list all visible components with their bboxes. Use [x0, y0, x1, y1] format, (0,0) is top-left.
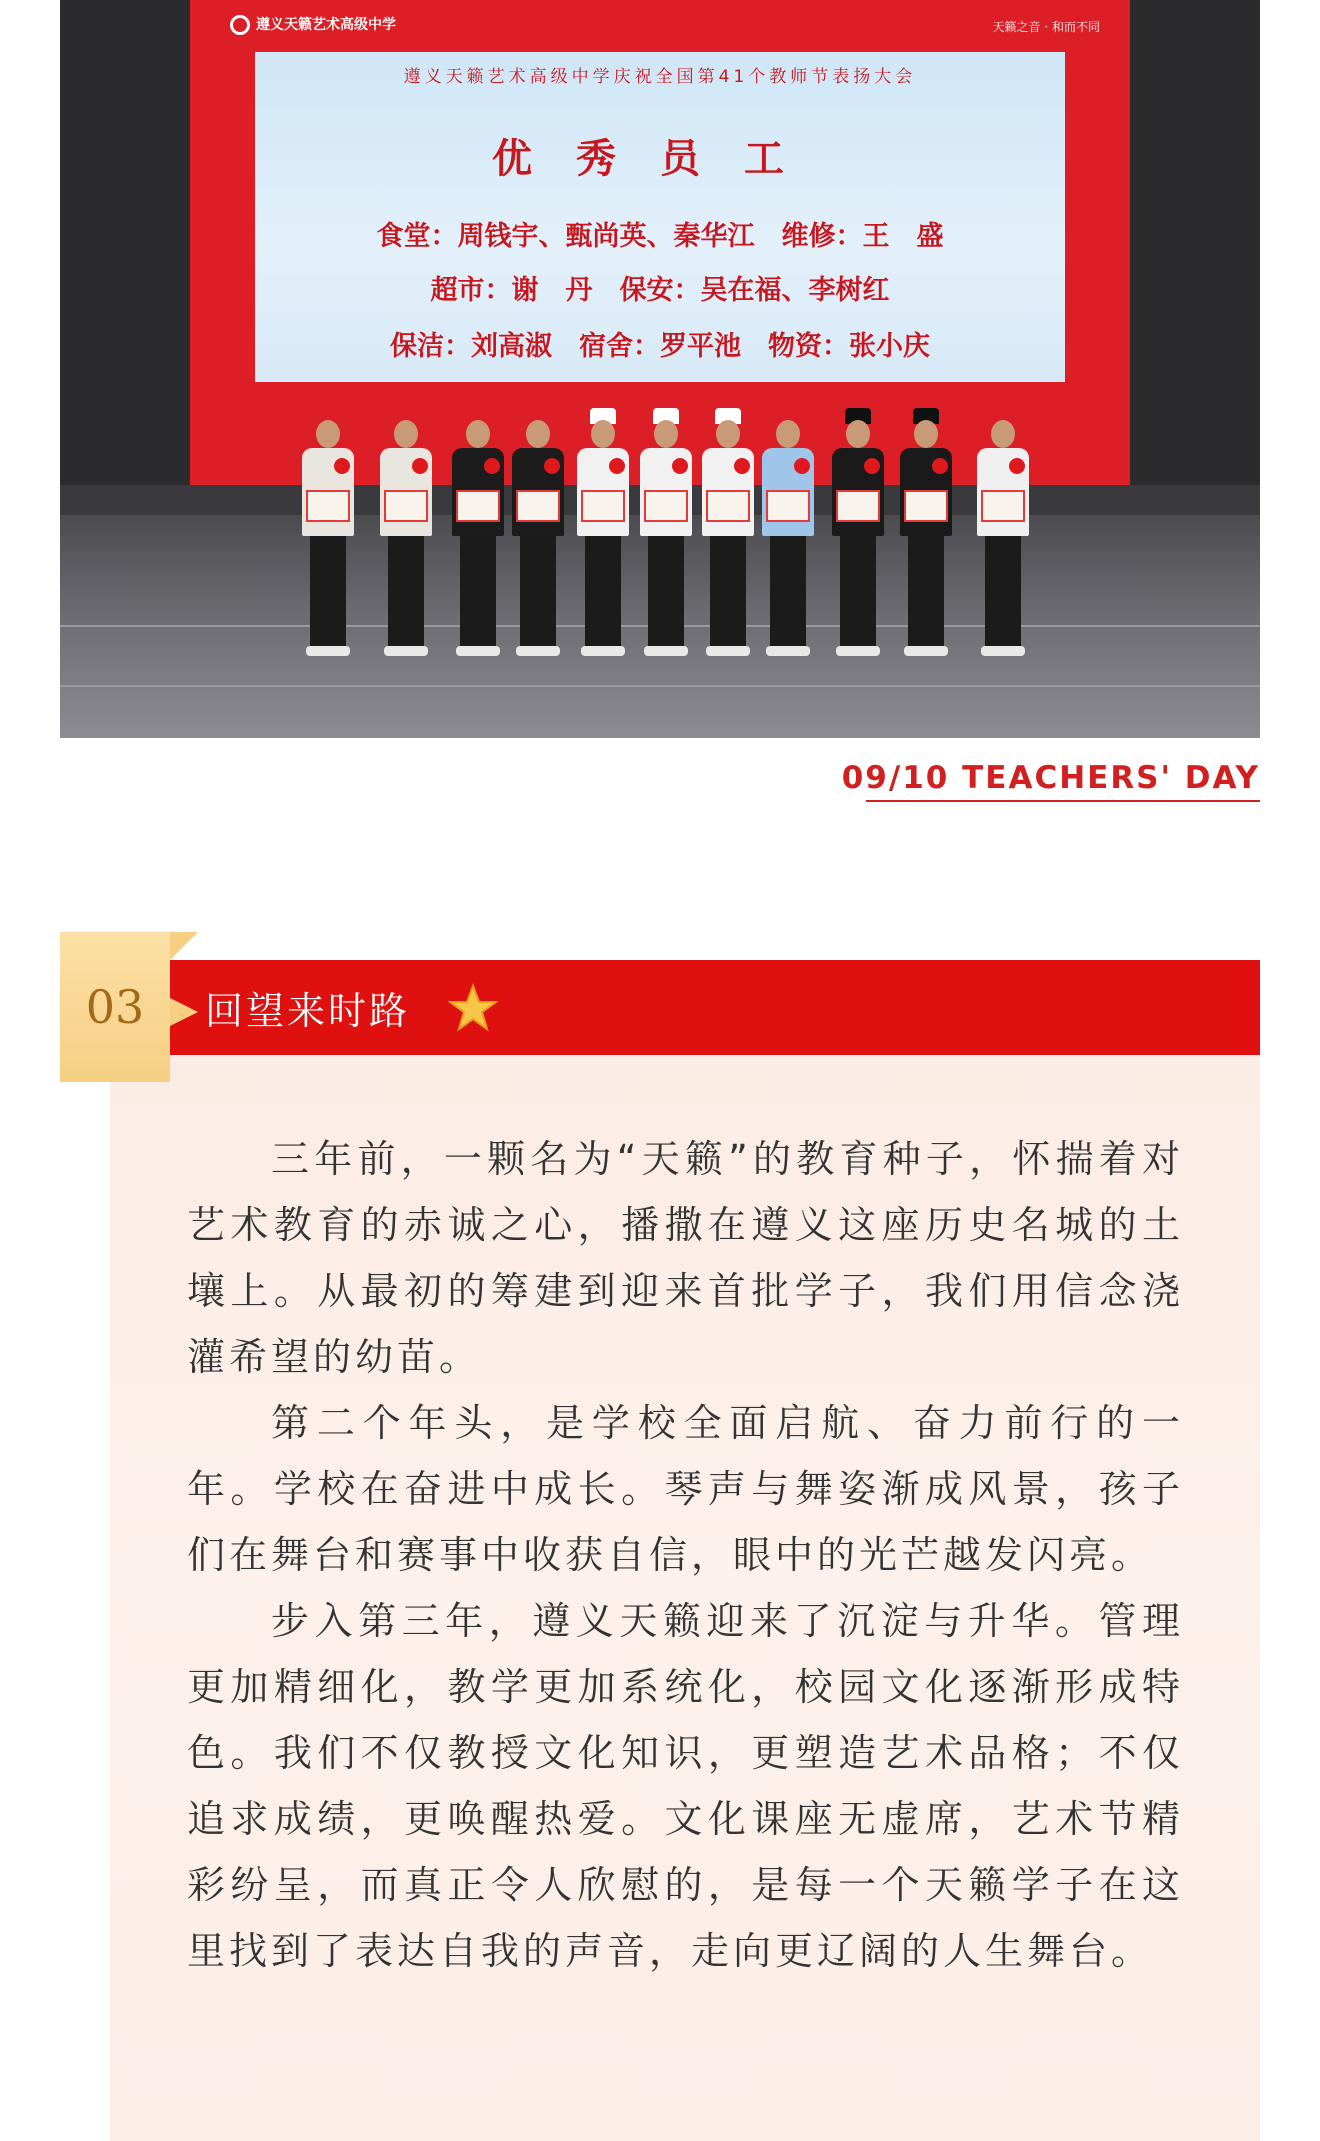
section-number: 03 — [60, 932, 170, 1082]
honoree-figure — [830, 420, 886, 658]
paragraph: 三年前，一颗名为“天籁”的教育种子，怀揣着对艺术教育的赤诚之心，播撒在遵义这座历史名城的土壤上。从最初的筹建到迎来首批学子，我们用信念浇灌希望的幼苗。 — [187, 1137, 1184, 1379]
section-body — [187, 1126, 1184, 1984]
screen-motto: 天籁之音 · 和而不同 — [992, 20, 1100, 34]
header-corner-decoration — [170, 932, 198, 960]
award-title: 优秀员工 — [492, 135, 828, 182]
honoree-figure — [898, 420, 954, 658]
caption-underline — [866, 800, 1260, 802]
star-icon — [448, 983, 498, 1033]
honoree-line: 食堂：周钱宇、甄尚英、秦华江 维修：王 盛 — [376, 221, 944, 252]
school-logo: 遵义天籁艺术高级中学 — [230, 14, 396, 35]
honoree-figure — [510, 420, 566, 658]
honoree-figure — [638, 420, 694, 658]
header-arrow-decoration — [170, 998, 198, 1026]
screen-panel — [255, 52, 1065, 382]
honoree-figure — [700, 420, 756, 658]
honoree-figure — [975, 420, 1031, 658]
honoree-figure — [760, 420, 816, 658]
honoree-figure — [378, 420, 434, 658]
event-title: 遵义天籁艺术高级中学庆祝全国第41个教师节表扬大会 — [403, 67, 917, 87]
logo-icon — [230, 15, 250, 35]
photo-caption: 09/10 TEACHERS' DAY — [841, 760, 1260, 796]
honoree-figure — [575, 420, 631, 658]
honoree-figure — [300, 420, 356, 658]
section-title: 回望来时路 — [205, 989, 411, 1033]
honoree-line: 保洁：刘高淑 宿舍：罗平池 物资：张小庆 — [390, 331, 930, 362]
award-photo — [60, 0, 1260, 738]
honoree-line: 超市：谢 丹 保安：吴在福、李树红 — [430, 275, 890, 306]
paragraph: 步入第三年，遵义天籁迎来了沉淀与升华。管理更加精细化，教学更加系统化，校园文化逐渐形成特色。我们不仅教授文化知识，更塑造艺术品格；不仅追求成绩，更唤醒热爱。文化课座无虚席，艺术节精彩纷呈，而真正令人欣慰的，是每一个天籁学子在这里找到了表达自我的声音，走向更辽阔的人生舞台。 — [187, 1599, 1184, 1973]
honoree-figure — [450, 420, 506, 658]
paragraph: 第二个年头，是学校全面启航、奋力前行的一年。学校在奋进中成长。琴声与舞姿渐成风景，孩子们在舞台和赛事中收获自信，眼中的光芒越发闪亮。 — [187, 1401, 1184, 1577]
